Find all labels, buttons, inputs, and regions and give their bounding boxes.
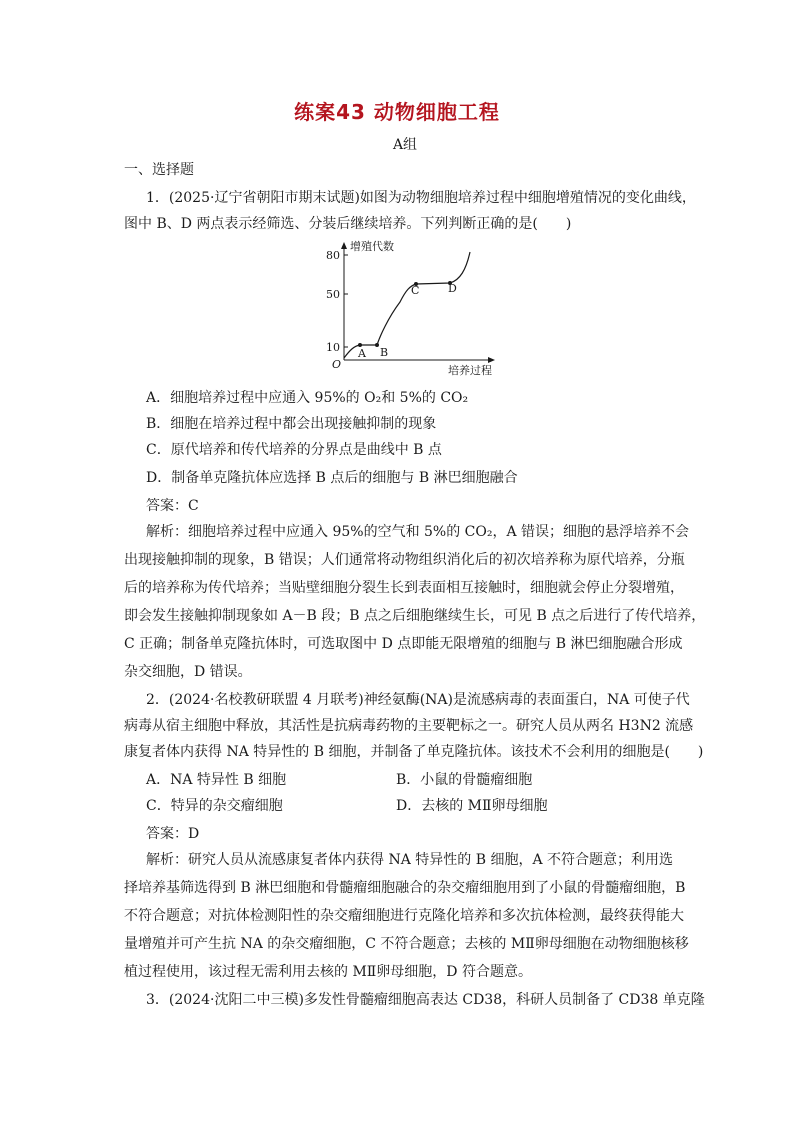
q1-analysis-line: 解析：细胞培养过程中应通入 95%的空气和 5%的 CO₂，A 错误；细胞的悬浮培养不会 — [146, 524, 690, 540]
q2-analysis-line: 量增殖并可产生抗 NA 的杂交瘤细胞，C 不符合题意；去核的 MⅡ卵母细胞在动物细胞核移 — [124, 936, 689, 952]
x-axis-arrow — [488, 357, 495, 363]
section-heading: 一、选择题 — [124, 162, 194, 178]
q2-option-b: B．小鼠的骨髓瘤细胞 — [396, 772, 533, 788]
point-label: B — [380, 346, 389, 359]
q2-analysis-line: 不符合题意；对抗体检测阳性的杂交瘤细胞进行克隆化培养和多次抗体检测，最终获得能大 — [124, 908, 684, 924]
q2-option-c: C．特异的杂交瘤细胞 — [146, 798, 283, 814]
y-axis-label: 增殖代数 — [350, 240, 394, 253]
q1-option-d: D．制备单克隆抗体应选择 B 点后的细胞与 B 淋巴细胞融合 — [146, 470, 518, 486]
q1-growth-chart — [320, 240, 520, 380]
q2-option-a: A．NA 特异性 B 细胞 — [146, 772, 287, 788]
group-heading: A组 — [392, 137, 418, 153]
x-axis-label: 培养过程 — [448, 364, 492, 377]
q2-stem-line: 病毒从宿主细胞中释放，其活性是抗病毒药物的主要靶标之一。研究人员从两名 H3N2 流感 — [124, 718, 694, 734]
y-tick-label: 80 — [326, 249, 340, 262]
point-b — [375, 343, 379, 347]
q1-option-b: B．细胞在培养过程中都会出现接触抑制的现象 — [146, 416, 437, 432]
q1-analysis-line: 杂交细胞，D 错误。 — [124, 664, 252, 680]
q1-analysis-line: 即会发生接触抑制现象如 A－B 段；B 点之后细胞继续生长，可见 B 点之后进行了传代培养， — [124, 608, 706, 624]
q1-analysis-line: C 正确；制备单克隆抗体时，可选取图中 D 点即能无限增殖的细胞与 B 淋巴细胞融合形成 — [124, 636, 683, 652]
q2-stem-line: 2．(2024·名校教研联盟 4 月联考)神经氨酶(NA)是流感病毒的表面蛋白，NA 可使子代 — [146, 692, 690, 708]
q1-stem-line: 图中 B、D 两点表示经筛选、分装后继续培养。下列判断正确的是( ) — [124, 216, 572, 232]
q2-answer: 答案：D — [146, 826, 200, 842]
y-tick-label: 10 — [326, 341, 340, 354]
q1-option-c: C．原代培养和传代培养的分界点是曲线中 B 点 — [146, 442, 442, 458]
q1-option-a: A．细胞培养过程中应通入 95%的 O₂和 5%的 CO₂ — [146, 390, 469, 406]
page-title: 练案43 动物细胞工程 — [294, 100, 500, 124]
y-axis-arrow — [341, 242, 347, 249]
y-tick-label: 50 — [326, 288, 340, 301]
point-label: A — [358, 347, 366, 360]
q2-option-d: D．去核的 MⅡ卵母细胞 — [396, 798, 548, 814]
q1-analysis-line: 后的培养称为传代培养；当贴壁细胞分裂生长到表面相互接触时，细胞就会停止分裂增殖， — [124, 580, 684, 596]
q2-stem-line: 康复者体内获得 NA 特异性的 B 细胞，并制备了单克隆抗体。该技术不会利用的细胞是( ) — [124, 744, 704, 760]
q1-analysis-line: 出现接触抑制的现象，B 错误；人们通常将动物组织消化后的初次培养称为原代培养，分瓶 — [124, 552, 685, 568]
q2-analysis-line: 择培养基筛选得到 B 淋巴细胞和骨髓瘤细胞融合的杂交瘤细胞用到了小鼠的骨髓瘤细胞，B — [124, 880, 686, 896]
q2-analysis-line: 解析：研究人员从流感康复者体内获得 NA 特异性的 B 细胞，A 不符合题意；利用选 — [146, 852, 674, 868]
growth-curve — [344, 252, 470, 358]
point-label: C — [411, 284, 420, 297]
q1-answer: 答案：C — [146, 498, 199, 514]
q3-stem-line: 3．(2024·沈阳二中三模)多发性骨髓瘤细胞高表达 CD38，科研人员制备了 CD38 单克隆 — [146, 992, 705, 1008]
q1-stem-line: 1．(2025·辽宁省朝阳市期末试题)如图为动物细胞培养过程中细胞增殖情况的变化曲线， — [146, 190, 696, 206]
point-label: D — [448, 282, 457, 295]
origin-label: O — [332, 358, 342, 371]
q2-analysis-line: 植过程使用，该过程无需利用去核的 MⅡ卵母细胞，D 符合题意。 — [124, 964, 532, 980]
